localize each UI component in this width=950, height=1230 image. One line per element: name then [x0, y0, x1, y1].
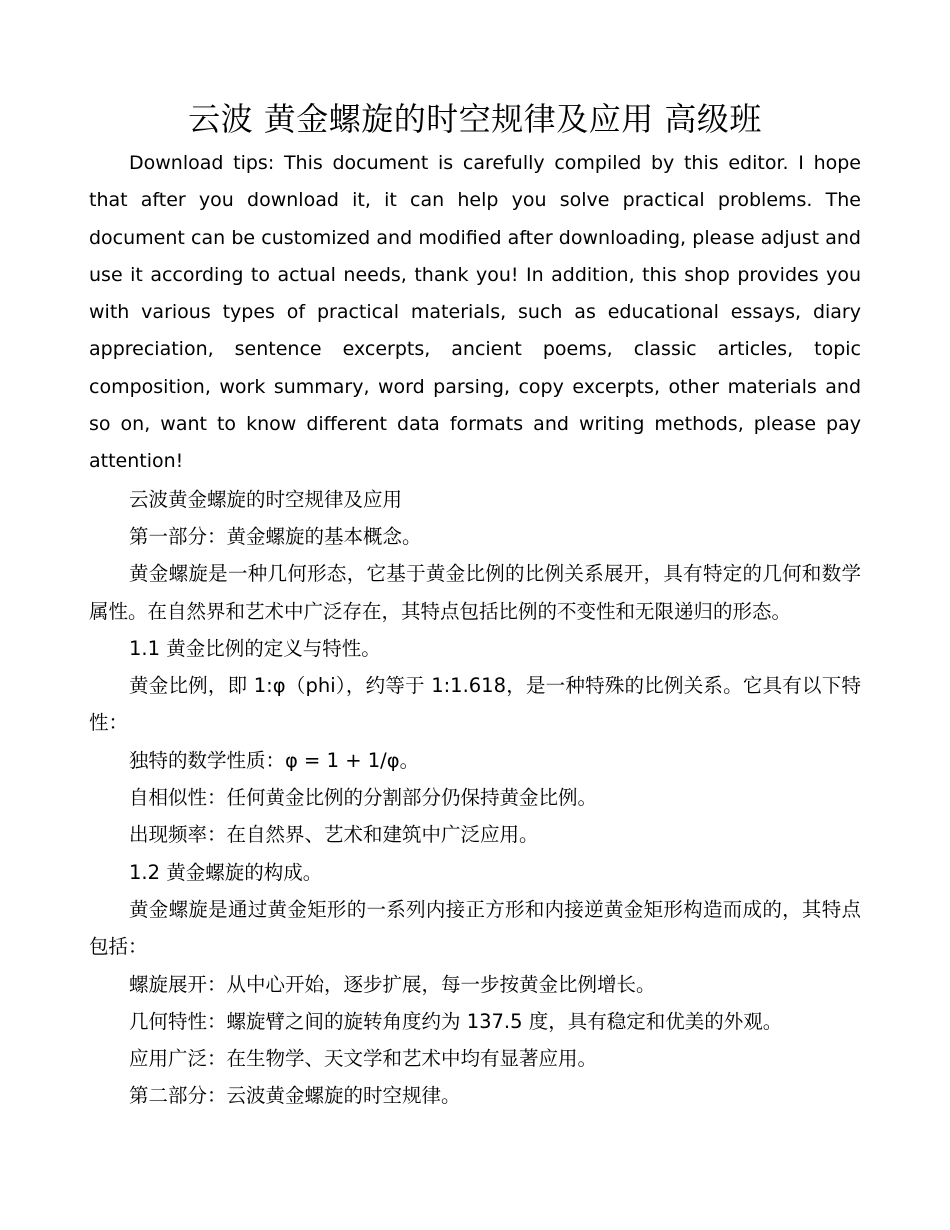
paragraph-doc-heading: 云波黄金螺旋的时空规律及应用 [129, 487, 403, 511]
download-tips-paragraph: Download tips: This document is carefully compiled by this editor. I hope that after you download it, it can help you solve practical problems. The document can be customized and modified after downloading, please adjust and use it according to actual needs, thank you! In addition, this shop provides you with various types of practical materials, such as educational essays, diary appreciation, sentence excerpts, ancient poems, classic articles, topic composition, work summary, word parsing, copy excerpts, other materials and so on, want to know different data formats and writing methods, please pay attention! [89, 152, 861, 473]
paragraph-golden-ratio-definition: 黄金比例，即 1:φ（phi），约等于 1:1.618，是一种特殊的比例关系。它具有以下特性： [89, 674, 861, 735]
paragraph-section-1-1-heading: 1.1 黄金比例的定义与特性。 [129, 636, 381, 660]
document-title: 云波 黄金螺旋的时空规律及应用 高级班 [188, 100, 762, 138]
paragraph-part-two-heading: 第二部分：云波黄金螺旋的时空规律。 [129, 1084, 461, 1108]
paragraph-frequency: 出现频率：在自然界、艺术和建筑中广泛应用。 [129, 823, 539, 847]
paragraph-part-one-heading: 第一部分：黄金螺旋的基本概念。 [129, 524, 422, 548]
paragraph-spiral-expansion: 螺旋展开：从中心开始，逐步扩展，每一步按黄金比例增长。 [129, 972, 656, 996]
paragraph-section-1-2-heading: 1.2 黄金螺旋的构成。 [129, 860, 323, 884]
paragraph-wide-application: 应用广泛：在生物学、天文学和艺术中均有显著应用。 [129, 1047, 598, 1071]
document-page [89, 96, 861, 1115]
paragraph-golden-spiral-intro: 黄金螺旋是一种几何形态，它基于黄金比例的比例关系展开，具有特定的几何和数学属性。在自然界和艺术中广泛存在，其特点包括比例的不变性和无限递归的形态。 [89, 562, 861, 623]
paragraph-math-property: 独特的数学性质：φ = 1 + 1/φ。 [129, 748, 420, 772]
paragraph-geometric-property: 几何特性：螺旋臂之间的旋转角度约为 137.5 度，具有稳定和优美的外观。 [129, 1009, 783, 1033]
paragraph-self-similarity: 自相似性：任何黄金比例的分割部分仍保持黄金比例。 [129, 786, 598, 810]
paragraph-spiral-construction: 黄金螺旋是通过黄金矩形的一系列内接正方形和内接逆黄金矩形构造而成的，其特点包括： [89, 897, 861, 959]
